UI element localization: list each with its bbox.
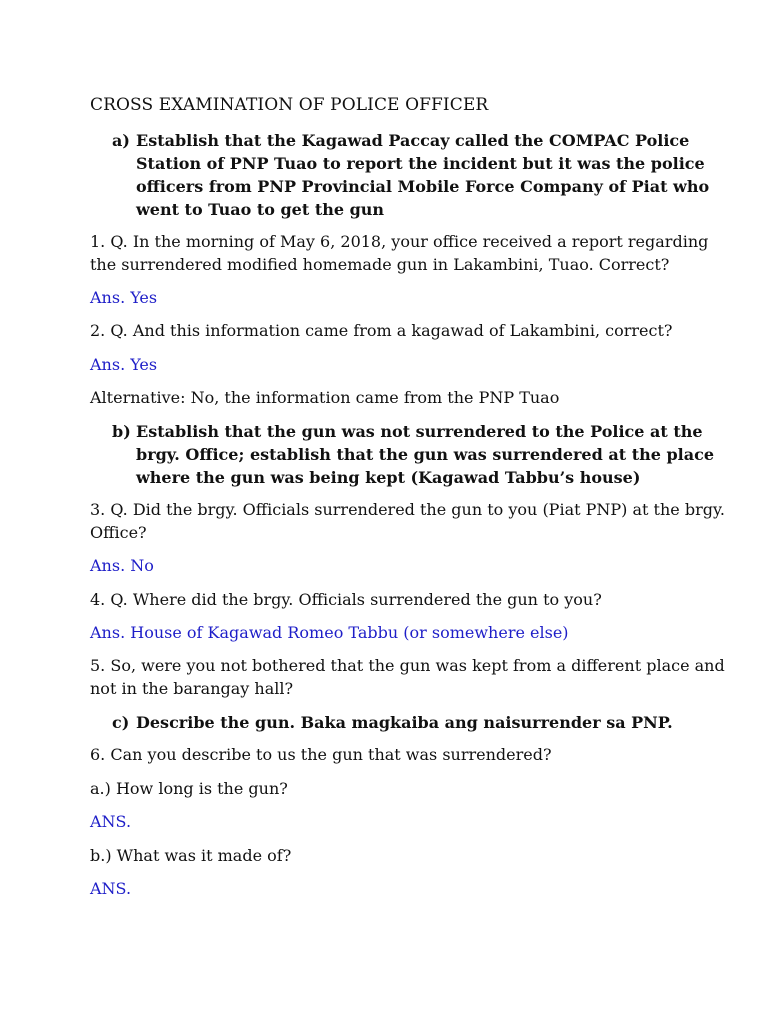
question-text: b.) What was it made of? bbox=[90, 846, 292, 865]
alternative-text: Alternative: No, the information came from the PNP Tuao bbox=[90, 388, 560, 407]
answer-text: ANS. bbox=[90, 879, 132, 898]
question-text: Office? bbox=[90, 523, 147, 542]
answer-text: Ans. Yes bbox=[90, 288, 158, 307]
section-text: Station of PNP Tuao to report the incident but it was the police bbox=[136, 154, 705, 173]
answer-text: Ans. Yes bbox=[90, 355, 158, 374]
answer-text: ANS. bbox=[90, 812, 132, 831]
section-label: b) bbox=[112, 422, 131, 441]
section-text: where the gun was being kept (Kagawad Tabbu’s house) bbox=[136, 468, 641, 487]
document-title: CROSS EXAMINATION OF POLICE OFFICER bbox=[90, 95, 489, 115]
question-text: 4. Q. Where did the brgy. Officials surrendered the gun to you? bbox=[90, 590, 602, 609]
question-text: not in the barangay hall? bbox=[90, 679, 294, 698]
section-label: a) bbox=[112, 131, 130, 150]
question-text: 3. Q. Did the brgy. Officials surrendered the gun to you (Piat PNP) at the brgy. bbox=[90, 500, 725, 519]
question-text: 1. Q. In the morning of May 6, 2018, your office received a report regarding bbox=[90, 232, 709, 251]
answer-text: Ans. House of Kagawad Romeo Tabbu (or somewhere else) bbox=[90, 623, 569, 642]
question-text: a.) How long is the gun? bbox=[90, 779, 288, 798]
section-text: Establish that the gun was not surrendered to the Police at the bbox=[136, 422, 703, 441]
section-text: went to Tuao to get the gun bbox=[136, 200, 385, 219]
section-text: Describe the gun. Baka magkaiba ang naisurrender sa PNP. bbox=[136, 713, 673, 732]
section-text: Establish that the Kagawad Paccay called the COMPAC Police bbox=[136, 131, 690, 150]
answer-text: Ans. No bbox=[90, 556, 154, 575]
question-text: 2. Q. And this information came from a kagawad of Lakambini, correct? bbox=[90, 321, 673, 340]
section-label: c) bbox=[112, 713, 130, 732]
section-text: brgy. Office; establish that the gun was surrendered at the place bbox=[136, 445, 715, 464]
question-text: 6. Can you describe to us the gun that was surrendered? bbox=[90, 745, 552, 764]
section-text: officers from PNP Provincial Mobile Force Company of Piat who bbox=[136, 177, 710, 196]
question-text: the surrendered modified homemade gun in Lakambini, Tuao. Correct? bbox=[90, 255, 670, 274]
question-text: 5. So, were you not bothered that the gun was kept from a different place and bbox=[90, 656, 725, 675]
